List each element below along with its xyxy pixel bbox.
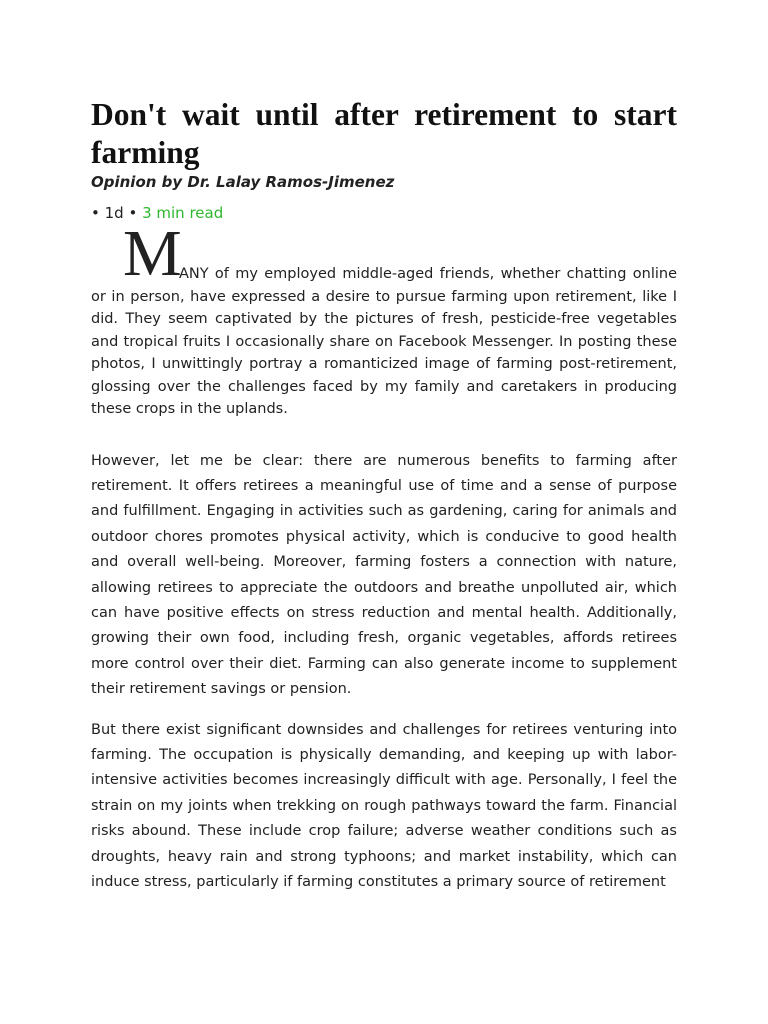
body-paragraph-3: But there exist significant downsides and challenges for retirees venturing into farming. The occupation is physically demanding, and keeping up with labor-intensive activities becomes increasingly difficult with age. Personally, I feel the strain on my joints when trekking on rough pathways toward the farm. Financial risks abound. These include crop failure; adverse weather conditions such as droughts, heavy rain and strong typhoons; and market instability, which can induce stress, particularly if farming constitutes a primary source of retirement xyxy=(91,721,677,890)
article-title: Don't wait until after retirement to start farming xyxy=(91,97,677,170)
drop-cap: M xyxy=(123,217,182,290)
article-body xyxy=(91,96,677,895)
body-paragraph-2: However, let me be clear: there are numerous benefits to farming after retirement. It offers retirees a meaningful use of time and a sense of purpose and fulfillment. Engaging in activities such as gardening, caring for animals and outdoor chores promotes physical activity, which is conducive to good health and overall well-being. Moreover, farming fosters a connection with nature, allowing retirees to appreciate the outdoors and breathe unpolluted air, which can have positive effects on stress reduction and mental health. Additionally, growing their own food, including fresh, organic vegetables, affords retirees more control over their diet. Farming can also generate income to supplement their retirement savings or pension. xyxy=(91,452,677,698)
article-age: • 1d • xyxy=(91,204,143,222)
article-byline: Opinion by Dr. Lalay Ramos-Jimenez xyxy=(91,173,395,191)
read-time-link[interactable]: 3 min read xyxy=(142,204,224,222)
lead-paragraph-text: ANY of my employed middle-aged friends, whether chatting online or in person, have expressed a desire to pursue farming upon retirement, like I did. They seem captivated by the pictures of fresh, pesticide-free vegetables and tropical fruits I occasionally share on Facebook Messenger. In posting these photos, I unwittingly portray a romanticized image of farming post-retirement, glossing over the challenges faced by my family and caretakers in producing these crops in the uplands. xyxy=(91,266,677,417)
lead-paragraph xyxy=(91,217,677,421)
